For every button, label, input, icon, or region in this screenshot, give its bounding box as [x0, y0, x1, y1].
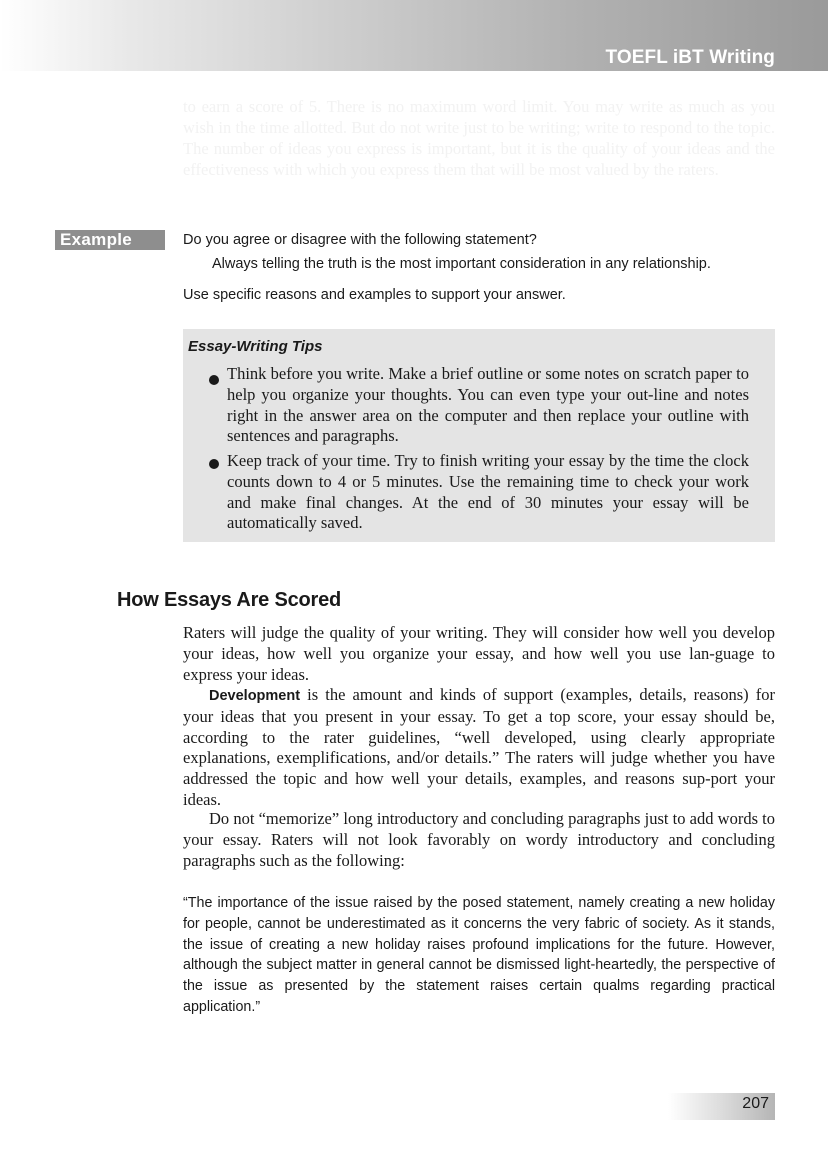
example-instruction: Use specific reasons and examples to support your answer.	[183, 287, 566, 303]
scoring-paragraph-2	[183, 685, 775, 811]
scoring-paragraph-3: Do not “memorize” long introductory and concluding paragraphs just to add words to your essay. Raters will not look favorably on wordy introductory and concluding paragraphs such as the following:	[183, 809, 775, 870]
example-quote: “The importance of the issue raised by the posed statement, namely creating a new holiday for people, cannot be underestimated as it concerns the very fabric of society. As it stands, the issue of creating a new holiday raises profound implications for the future. However, although the subject matter in general cannot be dismissed light-heartedly, the perspective of the issue as presented by the statement raises certain qualms regarding practical application.”	[183, 895, 775, 1015]
page-number: 207	[742, 1095, 769, 1112]
example-question: Do you agree or disagree with the following statement?	[183, 232, 537, 248]
tip-item: Think before you write. Make a brief outline or some notes on scratch paper to help you organize your thoughts. You can even type your out-line and notes right in the answer area on the computer and then replace your outline with sentences and paragraphs.	[227, 364, 749, 446]
bullet-icon	[209, 375, 219, 385]
development-text: is the amount and kinds of support (examples, details, reasons) for your ideas that you present in your essay. To get a top score, your essay should be, according to the rater guidelines, “well developed, using clearly appropriate explanations, exemplifications, and/or details.” The raters will judge whether you have addressed the topic and how well your details, examples, and reasons sup-port your ideas.	[183, 685, 775, 809]
example-statement: Always telling the truth is the most important consideration in any relationship.	[212, 256, 711, 272]
header-band	[0, 0, 828, 71]
page-number-band	[668, 1093, 775, 1120]
section-heading: How Essays Are Scored	[117, 589, 342, 611]
tips-title: Essay-Writing Tips	[188, 338, 323, 355]
faded-intro-paragraph: to earn a score of 5. There is no maximum word limit. You may write as much as you wish in the time allotted. But do not write just to be writing; write to respond to the topic. The number of ideas you express is important, but it is the quality of your ideas and the effectiveness with which you express them that will be most valued by the raters.	[183, 97, 775, 179]
essay-tips-box	[183, 329, 775, 542]
development-term: Development	[209, 688, 301, 704]
tip-item: Keep track of your time. Try to finish writing your essay by the time the clock counts down to 4 or 5 minutes. Use the remaining time to check your work and make final changes. At the end of 30 minutes your essay will be automatically saved.	[227, 451, 749, 533]
running-header-title: TOEFL iBT Writing	[605, 47, 775, 68]
scoring-paragraph-1: Raters will judge the quality of your writing. They will consider how well you develop your ideas, how well you organize your essay, and how well you use lan-guage to express your ideas.	[183, 623, 775, 684]
bullet-icon	[209, 459, 219, 469]
example-label: Example	[55, 230, 165, 250]
